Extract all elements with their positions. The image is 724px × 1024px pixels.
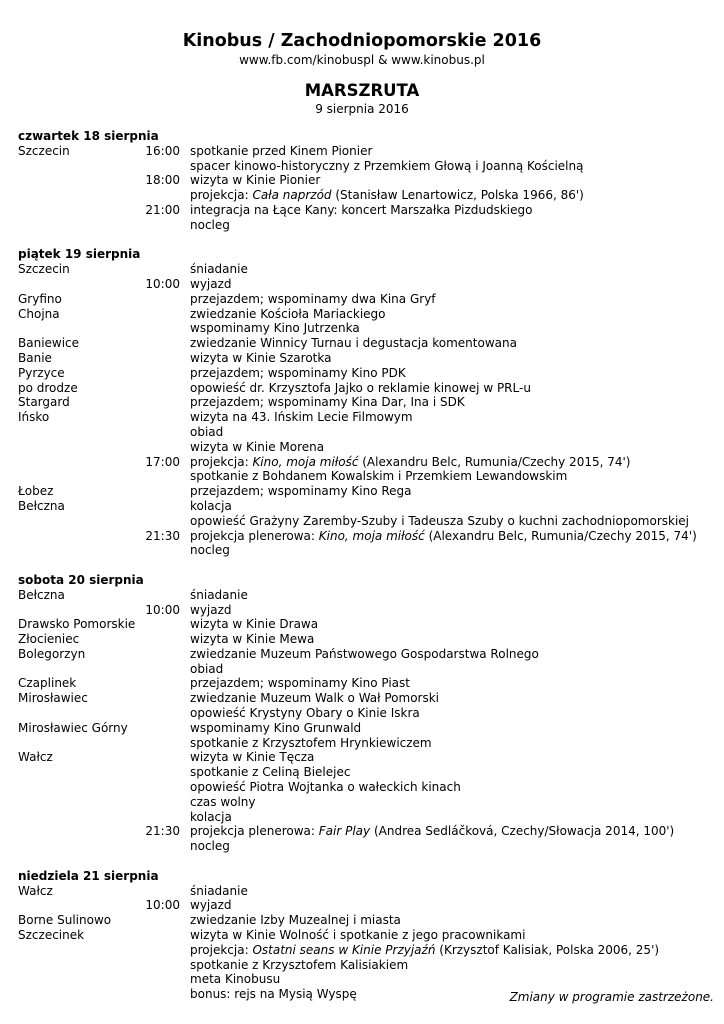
event-description (190, 425, 223, 440)
event-description (190, 943, 659, 958)
event-description (190, 972, 280, 987)
place-name: Łobez (18, 484, 54, 499)
schedule-row (18, 395, 718, 410)
place-name: Bełczna (18, 587, 65, 602)
place-name: Szczecinek (18, 928, 85, 943)
place-name: Mirosławiec Górny (18, 720, 128, 735)
event-text: spotkanie z Krzysztofem Kalisiakiem (190, 957, 409, 972)
event-description (190, 321, 360, 336)
event-text: spotkanie z Celiną Bielejec (190, 765, 351, 780)
film-details: (Andrea Sedláčková, Czechy/Słowacja 2014, 100') (370, 824, 675, 839)
event-text: wyjazd (190, 602, 232, 617)
day-title: czwartek 18 sierpnia (18, 129, 159, 143)
event-description (190, 824, 674, 839)
place-name: Bolegorzyn (18, 646, 86, 661)
place-name: Bełczna (18, 498, 65, 513)
event-text: przejazdem; wspominamy Kino Piast (190, 676, 410, 691)
schedule-row (18, 307, 718, 322)
schedule-row (18, 824, 718, 839)
schedule-row (18, 913, 718, 928)
day-section (18, 129, 718, 233)
event-description (190, 440, 324, 455)
event-description (190, 188, 584, 203)
schedule-row (18, 366, 718, 381)
place-name: Drawsko Pomorskie (18, 617, 136, 632)
event-text: projekcja: (190, 454, 253, 469)
event-text: obiad (190, 661, 224, 676)
footer-note: Zmiany w programie zastrzeżone. (509, 990, 714, 1004)
place-name: po drodze (18, 380, 78, 395)
schedule-row (18, 780, 718, 795)
event-text: integracja na Łące Kany: koncert Marszałka Pizdudskiego (190, 202, 533, 217)
place-name: Czaplinek (18, 676, 77, 691)
event-description (190, 736, 432, 751)
schedule-row (18, 647, 718, 662)
event-text: wizyta w Kinie Szarotka (190, 350, 332, 365)
place-name: Gryfino (18, 291, 62, 306)
event-text: śniadanie (190, 587, 248, 602)
day-title: piątek 19 sierpnia (18, 247, 141, 262)
event-description (190, 395, 465, 410)
event-text: wizyta w Kinie Morena (190, 439, 325, 454)
schedule-row (18, 529, 718, 544)
event-description (190, 277, 232, 292)
schedule-row (18, 676, 718, 691)
day-title: sobota 20 sierpnia (18, 572, 144, 587)
event-time: 21:30 (145, 824, 180, 839)
schedule-row (18, 469, 718, 484)
event-text: przejazdem; wspominamy Kino Rega (190, 484, 412, 499)
event-text: wizyta w Kinie Drawa (190, 617, 319, 632)
event-description (190, 810, 232, 825)
event-text: projekcja: (190, 942, 253, 957)
event-text: nocleg (190, 839, 230, 854)
event-text: opowieść Krystyny Obary o Kinie Iskra (190, 706, 420, 721)
schedule-row (18, 603, 718, 618)
event-text: kolacja (190, 809, 232, 824)
event-description (190, 381, 531, 396)
event-text: opowieść Grażyny Zaremby-Szuby i Tadeusza Szuby o kuchni zachodniopomorskiej (190, 513, 690, 528)
schedule-row (18, 218, 718, 233)
film-title: Ostatni seans w Kinie Przyjaźń (252, 942, 436, 957)
schedule-row (18, 898, 718, 913)
film-title: Fair Play (318, 824, 371, 839)
event-description (190, 898, 232, 913)
event-text: przejazdem; wspominamy dwa Kina Gryf (190, 291, 436, 306)
event-description (190, 691, 439, 706)
schedule-row (18, 336, 718, 351)
schedule-row (18, 617, 718, 632)
event-text: bonus: rejs na Mysią Wyspę (190, 987, 357, 1002)
schedule-row (18, 410, 718, 425)
event-description (190, 958, 408, 973)
event-description (190, 617, 318, 632)
schedule-row (18, 588, 718, 603)
film-details: (Stanisław Lenartowicz, Polska 1966, 86') (331, 188, 584, 203)
schedule-row (18, 455, 718, 470)
event-time: 10:00 (145, 276, 180, 291)
event-description (190, 292, 436, 307)
event-text: kolacja (190, 498, 232, 513)
film-title: Kino, moja miłość (252, 454, 359, 469)
event-time: 10:00 (145, 898, 180, 913)
schedule-row (18, 543, 718, 558)
schedule-row (18, 662, 718, 677)
event-text: projekcja: (190, 188, 253, 203)
event-description (190, 455, 630, 470)
event-description (190, 632, 314, 647)
place-name: Wałcz (18, 750, 53, 765)
event-text: zwiedzanie Izby Muzealnej i miasta (190, 913, 401, 928)
event-text: wyjazd (190, 898, 232, 913)
event-description (190, 514, 689, 529)
event-text: przejazdem; wspominamy Kino PDK (190, 365, 406, 380)
schedule-row (18, 958, 718, 973)
schedule-row (18, 691, 718, 706)
event-text: spotkanie z Krzysztofem Hrynkiewiczem (190, 735, 432, 750)
event-text: zwiedzanie Winnicy Turnau i degustacja komentowana (190, 336, 517, 351)
schedule (18, 129, 718, 1002)
schedule-row (18, 884, 718, 899)
event-description (190, 351, 331, 366)
place-name: Chojna (18, 306, 60, 321)
place-name: Ińsko (18, 410, 50, 425)
place-name: Mirosławiec (18, 691, 88, 706)
event-description (190, 159, 583, 174)
day-section (18, 573, 718, 854)
schedule-row (18, 173, 718, 188)
place-name: Baniewice (18, 336, 80, 351)
schedule-row (18, 159, 718, 174)
event-text: wizyta w Kinie Wolność i spotkanie z jego pracownikami (190, 928, 526, 943)
place-name: Banie (18, 350, 52, 365)
schedule-row (18, 499, 718, 514)
event-description (190, 765, 350, 780)
schedule-row (18, 351, 718, 366)
place-name: Złocieniec (18, 632, 80, 647)
event-description (190, 469, 567, 484)
event-text: wizyta w Kinie Mewa (190, 632, 315, 647)
event-text: wyjazd (190, 276, 232, 291)
day-section (18, 869, 718, 1002)
schedule-row (18, 425, 718, 440)
schedule-row (18, 765, 718, 780)
schedule-row (18, 721, 718, 736)
event-text: czas wolny (190, 794, 256, 809)
document-title: Kinobus / Zachodniopomorskie 2016 (182, 31, 542, 51)
event-time: 17:00 (145, 454, 180, 469)
event-text: wspominamy Kino Grunwald (190, 720, 362, 735)
event-text: spacer kinowo-historyczny z Przemkiem Głową i Joanną Kościelną (190, 158, 584, 173)
event-text: nocleg (190, 543, 230, 558)
event-description (190, 913, 401, 928)
event-text: projekcja plenerowa: (190, 824, 319, 839)
event-text: śniadanie (190, 883, 248, 898)
place-name: Wałcz (18, 883, 53, 898)
event-description (190, 884, 248, 899)
event-time: 21:30 (145, 528, 180, 543)
event-text: opowieść dr. Krzysztofa Jajko o reklamie kinowej w PRL-u (190, 380, 531, 395)
event-description (190, 839, 230, 854)
place-name: Borne Sulinowo (18, 913, 112, 928)
schedule-row (18, 321, 718, 336)
place-name: Stargard (18, 395, 70, 410)
film-title: Kino, moja miłość (318, 528, 425, 543)
event-description (190, 336, 517, 351)
film-details: (Alexandru Belc, Rumunia/Czechy 2015, 74') (424, 528, 697, 543)
schedule-row (18, 203, 718, 218)
schedule-row (18, 839, 718, 854)
event-text: zwiedzanie Muzeum Państwowego Gospodarstwa Rolnego (190, 646, 539, 661)
film-details: (Alexandru Belc, Rumunia/Czechy 2015, 74') (358, 454, 631, 469)
event-text: obiad (190, 424, 224, 439)
place-name: Szczecin (18, 262, 70, 277)
event-text: spotkanie przed Kinem Pionier (190, 143, 373, 158)
event-description (190, 543, 230, 558)
schedule-row (18, 750, 718, 765)
event-description (190, 218, 230, 233)
event-description (190, 676, 410, 691)
film-title: Cała naprzód (252, 188, 332, 203)
day-section (18, 247, 718, 558)
event-description (190, 262, 248, 277)
event-text: wizyta w Kinie Pionier (190, 173, 321, 188)
event-description (190, 307, 386, 322)
event-description (190, 484, 412, 499)
event-time: 16:00 (145, 143, 180, 158)
event-description (190, 928, 525, 943)
document-date: 9 sierpnia 2016 (315, 102, 409, 116)
event-description (190, 203, 533, 218)
event-description (190, 750, 314, 765)
schedule-row (18, 514, 718, 529)
schedule-row (18, 484, 718, 499)
day-title: niedziela 21 sierpnia (18, 868, 159, 883)
schedule-row (18, 381, 718, 396)
schedule-row (18, 928, 718, 943)
event-text: projekcja plenerowa: (190, 528, 319, 543)
event-description (190, 662, 223, 677)
event-description (190, 529, 697, 544)
schedule-row (18, 810, 718, 825)
event-description (190, 588, 248, 603)
place-name: Szczecin (18, 143, 70, 158)
event-description (190, 173, 320, 188)
schedule-row (18, 262, 718, 277)
event-text: zwiedzanie Muzeum Walk o Wał Pomorski (190, 691, 440, 706)
event-description (190, 987, 357, 1002)
event-description (190, 499, 232, 514)
event-description (190, 410, 413, 425)
event-description (190, 780, 461, 795)
event-text: spotkanie z Bohdanem Kowalskim i Przemkiem Lewandowskim (190, 469, 568, 484)
schedule-row (18, 632, 718, 647)
event-time: 10:00 (145, 602, 180, 617)
event-text: zwiedzanie Kościoła Mariackiego (190, 306, 386, 321)
schedule-row (18, 292, 718, 307)
event-text: meta Kinobusu (190, 972, 281, 987)
event-text: przejazdem; wspominamy Kina Dar, Ina i SDK (190, 395, 465, 410)
place-name: Pyrzyce (18, 365, 65, 380)
event-description (190, 706, 420, 721)
schedule-row (18, 943, 718, 958)
event-time: 21:00 (145, 202, 180, 217)
schedule-row (18, 188, 718, 203)
event-text: wizyta na 43. Ińskim Lecie Filmowym (190, 410, 413, 425)
event-description (190, 603, 232, 618)
schedule-row (18, 795, 718, 810)
event-description (190, 366, 406, 381)
event-text: opowieść Piotra Wojtanka o wałeckich kinach (190, 780, 461, 795)
event-text: śniadanie (190, 262, 248, 277)
schedule-row (18, 144, 718, 159)
event-description (190, 647, 539, 662)
event-text: wspominamy Kino Jutrzenka (190, 321, 360, 336)
event-time: 18:00 (145, 173, 180, 188)
schedule-row (18, 972, 718, 987)
event-text: wizyta w Kinie Tęcza (190, 750, 315, 765)
film-details: (Krzysztof Kalisiak, Polska 2006, 25') (435, 942, 660, 957)
event-text: nocleg (190, 217, 230, 232)
document-urls: www.fb.com/kinobuspl & www.kinobus.pl (239, 53, 485, 67)
event-description (190, 795, 256, 810)
event-description (190, 721, 361, 736)
section-heading: MARSZRUTA (304, 81, 420, 100)
schedule-row (18, 277, 718, 292)
schedule-row (18, 706, 718, 721)
event-description (190, 144, 372, 159)
schedule-row (18, 736, 718, 751)
schedule-row (18, 440, 718, 455)
